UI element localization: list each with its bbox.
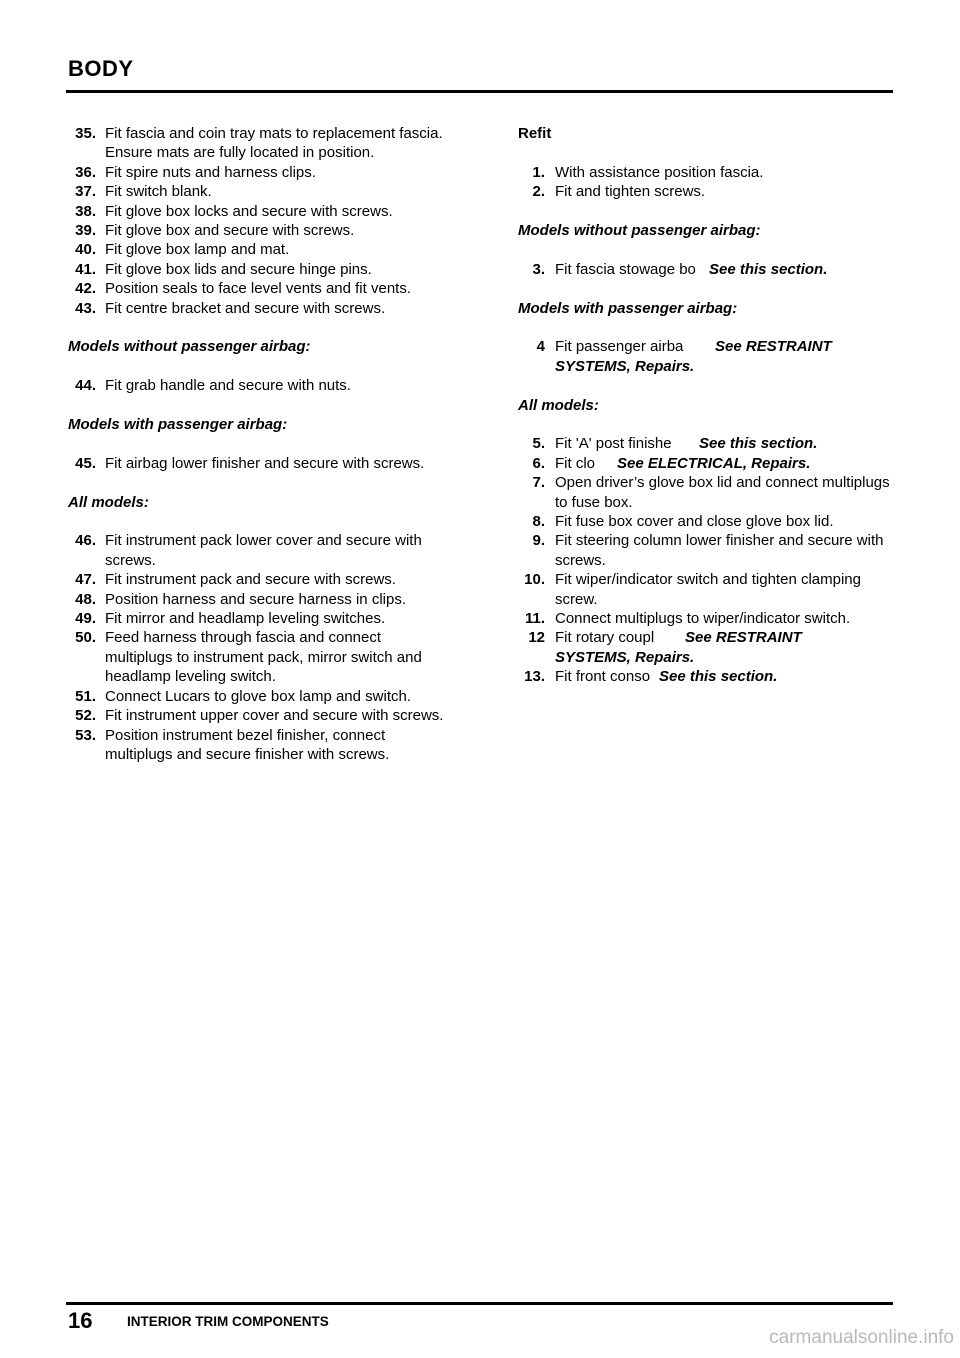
- step-text: Fit glove box locks and secure with screws.: [105, 202, 393, 220]
- step-item: [68, 202, 448, 221]
- step-number: 40.: [75, 241, 96, 259]
- step-item: [518, 337, 898, 376]
- step-item: [68, 221, 448, 240]
- step-text: Fit clo: [555, 454, 596, 472]
- page-header-title: BODY: [68, 56, 134, 81]
- step-number: 41.: [75, 260, 96, 278]
- step-number: 49.: [75, 610, 96, 628]
- step-text: Fit front conso: [555, 668, 651, 686]
- step-text: Fit wiper/indicator switch and tighten clamping screw.: [555, 571, 861, 608]
- step-item: [518, 667, 898, 686]
- step-number: 38.: [75, 202, 96, 220]
- step-text: Fit fascia stowage bo: [555, 260, 696, 278]
- step-text: Fit instrument pack and secure with screws.: [105, 571, 396, 589]
- step-text: Fit airbag lower finisher and secure with screws.: [105, 454, 425, 472]
- step-text: Fit grab handle and secure with nuts.: [105, 377, 351, 395]
- step-item: [68, 376, 448, 395]
- step-number: 13.: [524, 668, 545, 686]
- right-column: [518, 124, 898, 687]
- step-number: 7.: [532, 474, 545, 492]
- step-item: [68, 590, 448, 609]
- step-number: 52.: [75, 707, 96, 725]
- step-number: 10.: [524, 571, 545, 589]
- step-number: 47.: [75, 571, 96, 589]
- step-text: Fit passenger airba: [555, 338, 684, 356]
- cross-reference-link[interactable]: See this section.: [695, 435, 817, 452]
- step-text: Fit fuse box cover and close glove box lid.: [555, 513, 834, 531]
- cross-reference-link[interactable]: See this section.: [705, 261, 827, 278]
- step-item: [518, 570, 898, 609]
- step-item: [68, 299, 448, 318]
- step-number: 48.: [75, 590, 96, 608]
- step-text: Open driver’s glove box lid and connect multiplugs to fuse box.: [555, 474, 890, 511]
- step-text: Fit and tighten screws.: [555, 183, 706, 201]
- step-item: [518, 454, 898, 473]
- cross-reference-link[interactable]: SYSTEMS, Repairs.: [555, 357, 695, 375]
- step-number: 1.: [532, 163, 545, 181]
- step-text: Connect multiplugs to wiper/indicator switch.: [555, 610, 851, 628]
- step-item: [518, 531, 898, 570]
- page-number: 16: [68, 1308, 93, 1333]
- step-number: 44.: [75, 377, 96, 395]
- step-number: 36.: [75, 163, 96, 181]
- refit-heading: Refit: [518, 125, 552, 142]
- step-item: [68, 279, 448, 298]
- step-number: 35.: [75, 125, 96, 142]
- step-item: [68, 163, 448, 182]
- step-item: [68, 454, 448, 473]
- header-rule: [66, 90, 893, 93]
- step-item: [518, 473, 898, 512]
- step-text: Feed harness through fascia and connect multiplugs to instrument pack, mirror switch and headlamp leveling switch.: [105, 629, 422, 686]
- step-text: Position instrument bezel finisher, connect multiplugs and secure finisher with screws.: [105, 726, 390, 763]
- section-heading: Models with passenger airbag:: [68, 416, 288, 434]
- step-text: Fit centre bracket and secure with screws.: [105, 299, 386, 317]
- step-number: 4: [536, 338, 545, 356]
- step-text: Fit switch blank.: [105, 183, 212, 201]
- step-item: [518, 163, 898, 182]
- step-text: Fit glove box and secure with screws.: [105, 222, 355, 240]
- step-text: Fit instrument upper cover and secure with screws.: [105, 707, 444, 725]
- section-heading: Models without passenger airbag:: [68, 338, 311, 356]
- step-item: [68, 240, 448, 259]
- section-heading: All models:: [518, 396, 599, 414]
- step-text: Connect Lucars to glove box lamp and switch.: [105, 687, 411, 705]
- left-column: [68, 124, 448, 764]
- step-text: Fit 'A' post finishe: [555, 435, 672, 453]
- footer-rule: [66, 1302, 893, 1305]
- step-number: 51.: [75, 687, 96, 705]
- step-item: [518, 182, 898, 201]
- step-number: 45.: [75, 454, 96, 472]
- step-item: [68, 628, 448, 686]
- watermark-text: carmanualsonline.info: [769, 1327, 954, 1348]
- step-text: Fit glove box lamp and mat.: [105, 241, 290, 259]
- section-heading: Models with passenger airbag:: [518, 299, 738, 317]
- step-item: [518, 260, 898, 279]
- step-text: Fit mirror and headlamp leveling switches.: [105, 610, 386, 628]
- step-number: 6.: [532, 454, 545, 472]
- step-number: 3.: [532, 260, 545, 278]
- step-number: 53.: [75, 726, 96, 744]
- step-item: [68, 687, 448, 706]
- step-number: 9.: [532, 532, 545, 550]
- section-heading: All models:: [68, 493, 149, 511]
- step-number: 42.: [75, 280, 96, 298]
- step-text: Fit fascia and coin tray mats to replacement fascia. Ensure mats are fully located in position.: [105, 125, 443, 162]
- cross-reference-link[interactable]: See ELECTRICAL, Repairs.: [613, 455, 810, 472]
- step-number: 11.: [524, 610, 545, 628]
- step-text: With assistance position fascia.: [555, 163, 764, 181]
- step-text: Fit spire nuts and harness clips.: [105, 163, 316, 181]
- step-item: [68, 124, 448, 163]
- step-list: [68, 531, 448, 764]
- footer-section-title: INTERIOR TRIM COMPONENTS: [127, 1314, 329, 1329]
- step-item: [68, 182, 448, 201]
- step-number: 8.: [532, 513, 545, 531]
- step-number: 50.: [75, 629, 96, 647]
- step-item: [68, 706, 448, 725]
- step-number: 5.: [532, 435, 545, 453]
- step-text: Fit glove box lids and secure hinge pins.: [105, 260, 372, 278]
- step-item: [518, 609, 898, 628]
- step-item: [68, 260, 448, 279]
- step-item: [68, 570, 448, 589]
- step-text: Fit instrument pack lower cover and secure with screws.: [105, 532, 422, 569]
- step-item: [518, 434, 898, 453]
- step-number: 12: [528, 629, 545, 647]
- cross-reference-link[interactable]: See RESTRAINT: [681, 629, 802, 646]
- step-item: [518, 628, 898, 667]
- step-item: [518, 512, 898, 531]
- cross-reference-link[interactable]: See this section.: [655, 668, 777, 685]
- step-item: [68, 609, 448, 628]
- step-text: Position harness and secure harness in clips.: [105, 590, 406, 608]
- section-heading: Models without passenger airbag:: [518, 222, 761, 239]
- cross-reference-link[interactable]: SYSTEMS, Repairs.: [555, 648, 695, 666]
- step-number: 39.: [75, 222, 96, 240]
- step-number: 2.: [532, 183, 545, 201]
- step-text: Position seals to face level vents and fit vents.: [105, 280, 411, 298]
- step-item: [68, 726, 448, 765]
- step-item: [68, 531, 448, 570]
- step-list: [68, 124, 448, 318]
- step-text: Fit steering column lower finisher and secure with screws.: [555, 532, 884, 569]
- step-number: 46.: [75, 532, 96, 550]
- step-text: Fit rotary coupl: [555, 629, 655, 647]
- step-number: 43.: [75, 299, 96, 317]
- cross-reference-link[interactable]: See RESTRAINT: [711, 338, 832, 355]
- step-number: 37.: [75, 183, 96, 201]
